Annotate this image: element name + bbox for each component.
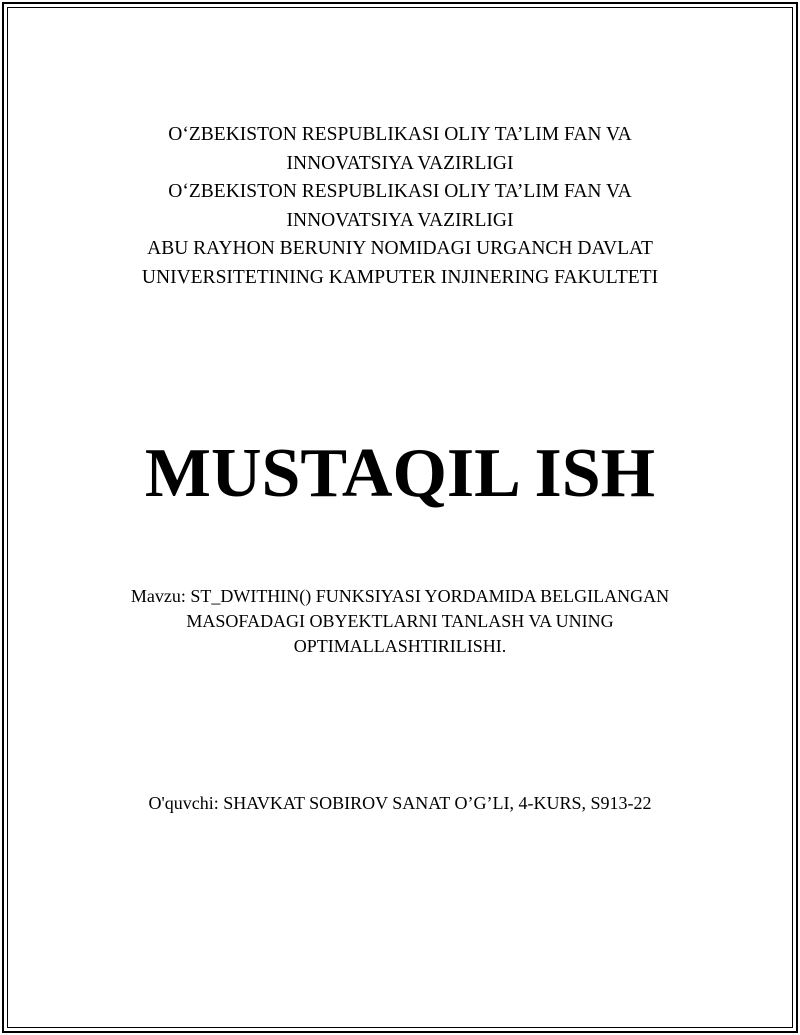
topic-line: Mavzu: ST_DWITHIN() FUNKSIYASI YORDAMIDA BELGILANGAN	[130, 586, 670, 606]
header-line: ABU RAYHON BERUNIY NOMIDAGI URGANCH DAVLAT	[147, 238, 653, 259]
topic-line: MASOFADAGI OBYEKTLARNI TANLASH VA UNING	[186, 611, 614, 631]
header-line: INNOVATSIYA VAZIRLIGI	[286, 152, 514, 174]
topic-block	[60, 584, 740, 659]
header-line: O‘ZBEKISTON RESPUBLIKASI OLIY TA’LIM FAN VA	[168, 181, 632, 202]
header-line: UNIVERSITETINING KAMPUTER INJINERING FAKULTETI	[141, 266, 659, 288]
ministry-header	[60, 121, 740, 292]
header-line: O‘ZBEKISTON RESPUBLIKASI OLIY TA’LIM FAN VA	[168, 124, 632, 145]
topic-line: OPTIMALLASHTIRILISHI.	[293, 636, 507, 656]
document-title: MUSTAQIL ISH	[144, 435, 656, 512]
header-line: INNOVATSIYA VAZIRLIGI	[286, 209, 514, 231]
student-info: O'quvchi: SHAVKAT SOBIROV SANAT O’G’LI, 4-KURS, S913-22	[148, 793, 652, 813]
